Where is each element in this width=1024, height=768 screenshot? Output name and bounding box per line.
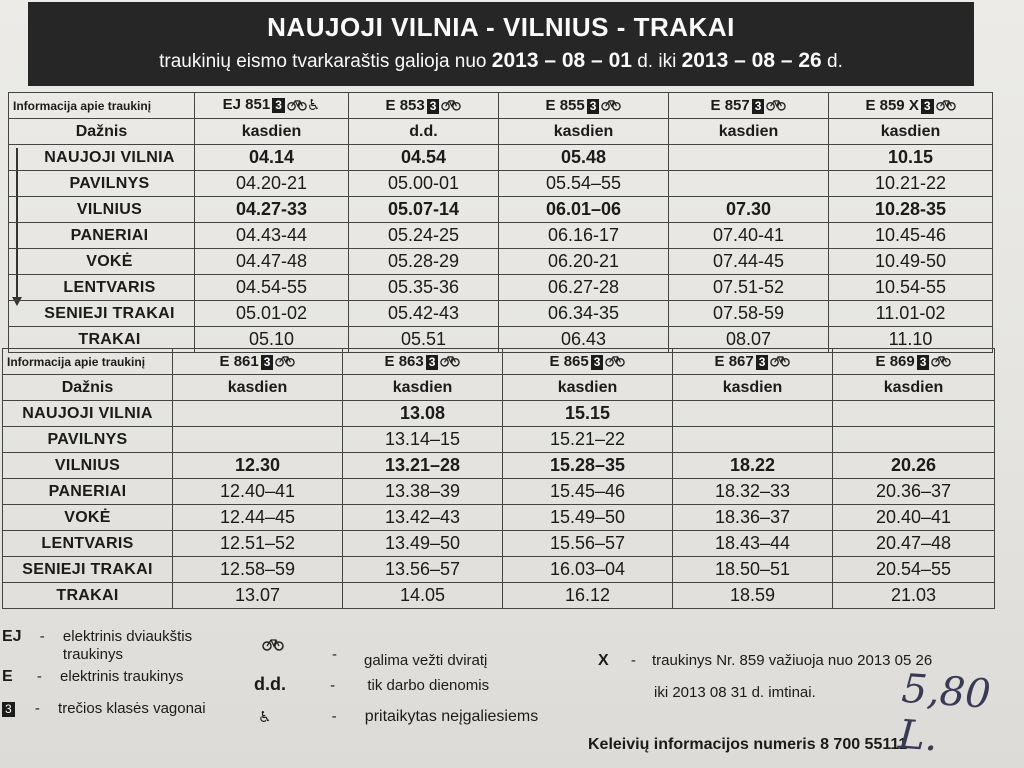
time-cell	[669, 145, 829, 171]
time-cell	[673, 401, 833, 427]
station-row	[9, 197, 993, 223]
time-cell: 13.49–50	[343, 531, 503, 557]
third-class-badge: 3	[427, 99, 440, 114]
train-code: E 853	[385, 96, 425, 114]
train-header-cell	[349, 93, 499, 119]
time-cell: 05.07-14	[349, 197, 499, 223]
bicycle-icon	[275, 356, 295, 370]
third-class-badge: 3	[2, 702, 15, 717]
bicycle-icon	[605, 356, 625, 370]
station-name: TRAKAI	[9, 327, 195, 353]
time-cell: 18.36–37	[673, 505, 833, 531]
bicycle-icon	[441, 100, 461, 114]
time-cell: 15.28–35	[503, 453, 673, 479]
time-cell: 05.35-36	[349, 275, 499, 301]
legend-dd	[254, 674, 489, 695]
legend-wc-text: pritaikytas neįgaliesiems	[364, 708, 539, 725]
timetable-bottom	[2, 348, 995, 609]
frequency-cell: kasdien	[833, 375, 995, 401]
station-name: LENTVARIS	[9, 275, 195, 301]
time-cell: 18.22	[673, 453, 833, 479]
third-class-badge: 3	[261, 355, 274, 370]
train-header-cell	[173, 349, 343, 375]
time-cell: 21.03	[833, 583, 995, 609]
legend-ej-key: EJ	[2, 628, 22, 645]
station-name: NAUJOJI VILNIA	[9, 145, 195, 171]
frequency-cell: kasdien	[343, 375, 503, 401]
train-header-row	[9, 93, 993, 119]
station-row	[3, 401, 995, 427]
time-cell: 16.12	[503, 583, 673, 609]
station-row	[9, 249, 993, 275]
time-cell: 13.14–15	[343, 427, 503, 453]
train-suffix: X	[908, 96, 919, 114]
time-cell: 12.51–52	[173, 531, 343, 557]
frequency-cell: kasdien	[829, 119, 993, 145]
station-row	[3, 583, 995, 609]
time-cell	[173, 427, 343, 453]
time-cell: 05.54–55	[499, 171, 669, 197]
time-cell: 06.20-21	[499, 249, 669, 275]
train-header-cell	[499, 93, 669, 119]
frequency-label: Dažnis	[3, 375, 173, 401]
station-row	[3, 557, 995, 583]
time-cell: 05.51	[349, 327, 499, 353]
time-cell: 07.51-52	[669, 275, 829, 301]
bicycle-icon	[936, 100, 956, 114]
time-cell	[673, 427, 833, 453]
time-cell	[669, 171, 829, 197]
station-name: VILNIUS	[3, 453, 173, 479]
time-cell: 08.07	[669, 327, 829, 353]
station-name: PAVILNYS	[3, 427, 173, 453]
time-cell: 11.01-02	[829, 301, 993, 327]
station-name: VOKĖ	[3, 505, 173, 531]
legend-x-text-2: iki 2013 08 31 d. imtinai.	[654, 684, 816, 701]
time-cell: 05.01-02	[195, 301, 349, 327]
station-name: PANERIAI	[9, 223, 195, 249]
time-cell: 20.36–37	[833, 479, 995, 505]
time-cell: 10.15	[829, 145, 993, 171]
legend-dd-text: tik darbo dienomis	[367, 677, 490, 694]
third-class-badge: 3	[752, 99, 765, 114]
legend-class	[0, 700, 206, 717]
time-cell: 04.20-21	[195, 171, 349, 197]
bicycle-icon	[601, 100, 621, 114]
legend-e-text: elektrinis traukinys	[60, 668, 184, 685]
third-class-badge: 3	[921, 99, 934, 114]
time-cell: 04.47-48	[195, 249, 349, 275]
time-cell: 18.32–33	[673, 479, 833, 505]
time-cell: 05.28-29	[349, 249, 499, 275]
train-header-cell	[829, 93, 993, 119]
time-cell: 12.44–45	[173, 505, 343, 531]
legend-class-text: trečios klasės vagonai	[58, 700, 206, 717]
legend-e-key: E	[2, 668, 13, 685]
legend-dash: -	[36, 668, 42, 685]
time-cell: 10.45-46	[829, 223, 993, 249]
time-cell: 05.00-01	[349, 171, 499, 197]
time-cell: 20.54–55	[833, 557, 995, 583]
station-row	[3, 427, 995, 453]
time-cell: 04.14	[195, 145, 349, 171]
bicycle-icon	[262, 640, 284, 654]
train-code: E 861	[219, 352, 259, 370]
third-class-badge: 3	[587, 99, 600, 114]
time-cell: 11.10	[829, 327, 993, 353]
time-cell: 07.40-41	[669, 223, 829, 249]
time-cell: 06.43	[499, 327, 669, 353]
time-cell: 06.01–06	[499, 197, 669, 223]
time-cell: 04.54-55	[195, 275, 349, 301]
time-cell: 15.49–50	[503, 505, 673, 531]
train-header-cell	[833, 349, 995, 375]
train-code: E 857	[710, 96, 750, 114]
time-cell: 06.16-17	[499, 223, 669, 249]
time-cell: 18.59	[673, 583, 833, 609]
train-code: E 869	[875, 352, 915, 370]
time-cell	[173, 401, 343, 427]
legend-dash: -	[39, 628, 45, 645]
frequency-cell: kasdien	[669, 119, 829, 145]
time-cell: 15.21–22	[503, 427, 673, 453]
time-cell: 04.27-33	[195, 197, 349, 223]
time-cell: 07.44-45	[669, 249, 829, 275]
legend-dash: -	[330, 677, 336, 694]
date-from: 2013 – 08 – 01	[491, 49, 632, 72]
legend-dash: -	[34, 700, 40, 717]
train-header-cell	[503, 349, 673, 375]
time-cell: 15.45–46	[503, 479, 673, 505]
time-cell: 14.05	[343, 583, 503, 609]
station-row	[9, 223, 993, 249]
time-cell	[833, 427, 995, 453]
station-name: SENIEJI TRAKAI	[3, 557, 173, 583]
time-cell: 12.58–59	[173, 557, 343, 583]
time-cell	[833, 401, 995, 427]
time-cell: 05.10	[195, 327, 349, 353]
time-cell: 13.42–43	[343, 505, 503, 531]
legend-wc	[258, 708, 538, 726]
legend-dash: -	[332, 646, 337, 663]
station-row	[9, 301, 993, 327]
third-class-badge: 3	[426, 355, 439, 370]
passenger-info-number: Keleivių informacijos numeris 8 700 55111	[588, 736, 908, 753]
time-cell: 07.30	[669, 197, 829, 223]
time-cell: 07.58-59	[669, 301, 829, 327]
frequency-cell: kasdien	[499, 119, 669, 145]
train-header-cell	[673, 349, 833, 375]
train-code: E 867	[714, 352, 754, 370]
legend-bike-text: galima vežti dviratį	[364, 652, 488, 669]
train-info-label: Informacija apie traukinį	[9, 93, 195, 119]
time-cell: 12.40–41	[173, 479, 343, 505]
bicycle-icon	[931, 356, 951, 370]
time-cell: 06.27-28	[499, 275, 669, 301]
station-name: SENIEJI TRAKAI	[9, 301, 195, 327]
time-cell: 05.24-25	[349, 223, 499, 249]
legend-dd-key: d.d.	[254, 674, 286, 694]
frequency-cell: kasdien	[673, 375, 833, 401]
station-name: VOKĖ	[9, 249, 195, 275]
frequency-row	[9, 119, 993, 145]
page-title: NAUJOJI VILNIA - VILNIUS - TRAKAI	[267, 12, 735, 42]
bicycle-icon	[770, 356, 790, 370]
bicycle-icon	[287, 100, 307, 114]
timetable-top	[8, 92, 993, 353]
time-cell: 05.48	[499, 145, 669, 171]
time-cell: 13.56–57	[343, 557, 503, 583]
station-name: PAVILNYS	[9, 171, 195, 197]
legend-bike	[262, 636, 488, 669]
validity-end: d.	[827, 51, 843, 72]
time-cell: 20.47–48	[833, 531, 995, 557]
bicycle-icon	[766, 100, 786, 114]
time-cell: 04.54	[349, 145, 499, 171]
date-to: 2013 – 08 – 26	[681, 49, 822, 72]
time-cell: 04.43-44	[195, 223, 349, 249]
handwritten-price: 5,80 L.	[896, 665, 993, 761]
time-cell: 16.03–04	[503, 557, 673, 583]
frequency-cell: d.d.	[349, 119, 499, 145]
train-code: E 865	[549, 352, 589, 370]
frequency-cell: kasdien	[173, 375, 343, 401]
station-row	[3, 479, 995, 505]
third-class-badge: 3	[272, 98, 285, 113]
legend-dash: -	[630, 652, 636, 669]
validity-text: traukinių eismo tvarkaraštis galioja nuo	[159, 51, 487, 72]
wheelchair-icon: ♿	[306, 97, 321, 115]
time-cell: 15.56–57	[503, 531, 673, 557]
station-row	[3, 453, 995, 479]
third-class-badge: 3	[591, 355, 604, 370]
legend-ej-text: elektrinis dviaukštis traukinys	[62, 628, 193, 663]
train-header-cell	[343, 349, 503, 375]
legend-x-text-1: traukinys Nr. 859 važiuoja nuo 2013 05 26	[652, 652, 933, 669]
legend-x-key: X	[598, 652, 609, 669]
station-name: LENTVARIS	[3, 531, 173, 557]
validity-line	[28, 43, 974, 73]
legend-x	[598, 652, 932, 670]
wheelchair-icon: ♿	[258, 709, 272, 727]
frequency-label: Dažnis	[9, 119, 195, 145]
legend-dash: -	[331, 708, 337, 725]
frequency-row	[3, 375, 995, 401]
legend-e	[2, 668, 183, 686]
time-cell: 13.21–28	[343, 453, 503, 479]
validity-mid: d. iki	[637, 51, 677, 72]
time-cell: 18.50–51	[673, 557, 833, 583]
time-cell: 13.08	[343, 401, 503, 427]
train-info-label: Informacija apie traukinį	[3, 349, 173, 375]
train-code: E 855	[545, 96, 585, 114]
station-row	[9, 171, 993, 197]
time-cell: 15.15	[503, 401, 673, 427]
station-row	[3, 531, 995, 557]
time-cell: 10.49-50	[829, 249, 993, 275]
bicycle-icon	[440, 356, 460, 370]
time-cell: 18.43–44	[673, 531, 833, 557]
train-header-cell	[195, 93, 349, 119]
station-name: NAUJOJI VILNIA	[3, 401, 173, 427]
time-cell: 06.34-35	[499, 301, 669, 327]
station-name: PANERIAI	[3, 479, 173, 505]
train-header-row	[3, 349, 995, 375]
station-row	[9, 145, 993, 171]
train-code: E 859	[865, 96, 905, 114]
time-cell: 13.07	[173, 583, 343, 609]
time-cell: 12.30	[173, 453, 343, 479]
time-cell: 10.54-55	[829, 275, 993, 301]
station-name: TRAKAI	[3, 583, 173, 609]
third-class-badge: 3	[756, 355, 769, 370]
train-code: EJ 851	[222, 96, 271, 114]
station-row	[3, 505, 995, 531]
station-row	[9, 275, 993, 301]
legend-ej	[2, 628, 213, 664]
frequency-cell: kasdien	[503, 375, 673, 401]
title-banner	[28, 2, 974, 86]
time-cell: 20.26	[833, 453, 995, 479]
station-name: VILNIUS	[9, 197, 195, 223]
third-class-badge: 3	[917, 355, 930, 370]
time-cell: 13.38–39	[343, 479, 503, 505]
time-cell: 05.42-43	[349, 301, 499, 327]
train-header-cell	[669, 93, 829, 119]
time-cell: 10.28-35	[829, 197, 993, 223]
frequency-cell: kasdien	[195, 119, 349, 145]
time-cell: 20.40–41	[833, 505, 995, 531]
train-code: E 863	[384, 352, 424, 370]
time-cell: 10.21-22	[829, 171, 993, 197]
